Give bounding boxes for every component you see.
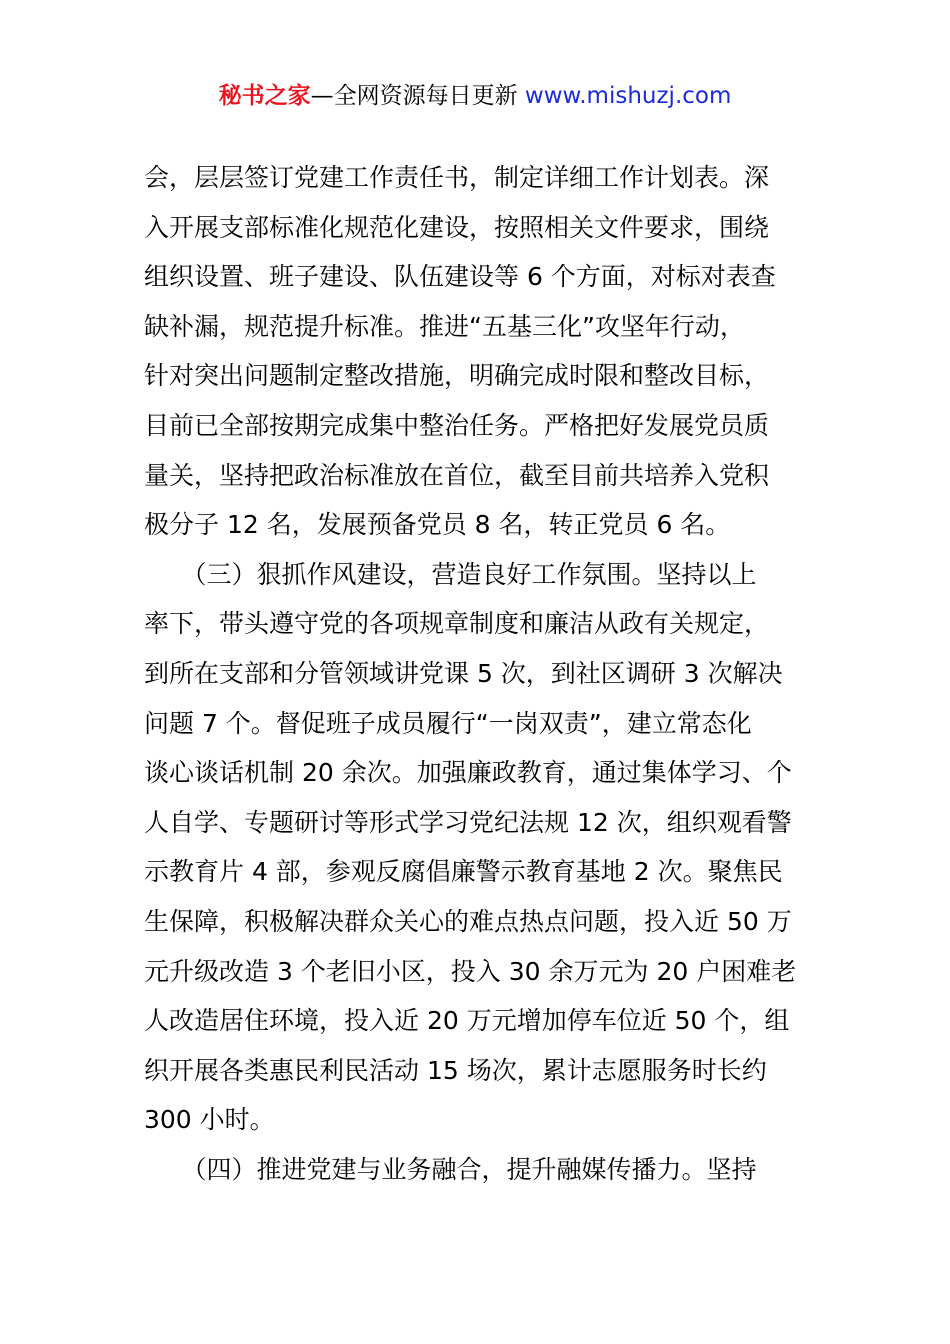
text-line: 300 小时。: [144, 1105, 275, 1135]
text-line: 率下，带头遵守党的各项规章制度和廉洁从政有关规定，: [144, 609, 770, 639]
text-line: 组织设置、班子建设、队伍建设等 6 个方面，对标对表查: [144, 262, 776, 292]
text-line: 入开展支部标准化规范化建设，按照相关文件要求，围绕: [144, 212, 770, 242]
text-line: 目前已全部按期完成集中整治任务。严格把好发展党员质: [144, 410, 770, 440]
brand-name: 秘书之家: [218, 83, 311, 109]
text-line: 问题 7 个。督促班子成员履行“一岗双责”，建立常态化: [144, 708, 752, 738]
site-header: [0, 80, 950, 112]
site-url: www.mishuzj.com: [524, 83, 732, 109]
text-line: 极分子 12 名，发展预备党员 8 名，转正党员 6 名。: [144, 510, 731, 540]
text-line: 人改造居住环境，投入近 20 万元增加停车位近 50 个，组: [144, 1006, 790, 1036]
text-line: 元升级改造 3 个老旧小区，投入 30 余万元为 20 户困难老: [144, 956, 797, 986]
text-line: 到所在支部和分管领域讲党课 5 次，到社区调研 3 次解决: [144, 658, 783, 688]
text-line: 织开展各类惠民利民活动 15 场次，累计志愿服务时长约: [144, 1055, 767, 1085]
text-line: 缺补漏，规范提升标准。推进“五基三化”攻坚年行动，: [144, 311, 745, 341]
header-tagline: —全网资源每日更新: [310, 83, 525, 109]
text-line: 人自学、专题研讨等形式学习党纪法规 12 次，组织观看警: [144, 807, 792, 837]
text-line: 生保障，积极解决群众关心的难点热点问题，投入近 50 万: [144, 906, 792, 936]
text-line: 量关，坚持把政治标准放在首位，截至目前共培养入党积: [144, 460, 770, 490]
section-heading-line: （四）推进党建与业务融合，提升融媒传播力。坚持: [144, 1154, 757, 1184]
document-body: [144, 153, 824, 1194]
text-line: 示教育片 4 部，参观反腐倡廉警示教育基地 2 次。聚焦民: [144, 857, 783, 887]
section-heading-line: （三）狠抓作风建设，营造良好工作氛围。坚持以上: [144, 559, 757, 589]
text-line: 谈心谈话机制 20 余次。加强廉政教育，通过集体学习、个: [144, 758, 792, 788]
text-line: 会，层层签订党建工作责任书，制定详细工作计划表。深: [144, 163, 770, 192]
text-line: 针对突出问题制定整改措施，明确完成时限和整改目标，: [144, 361, 770, 391]
